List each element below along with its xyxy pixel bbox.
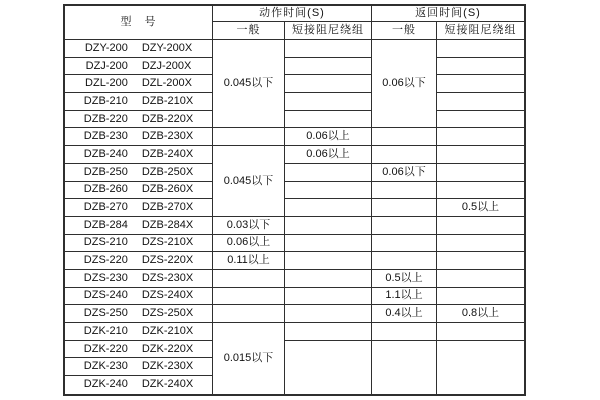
- model-name-left: DZB-220: [83, 112, 128, 125]
- return-general-subheader: 一般: [372, 22, 437, 40]
- action-general-subheader: 一般: [213, 22, 285, 40]
- return-general-cell: [372, 323, 437, 341]
- action-general-cell: 0.11以上: [213, 252, 285, 270]
- action-damping-cell: [285, 40, 372, 58]
- return-general-cell: [372, 217, 437, 235]
- model-cell: [65, 235, 213, 253]
- model-cell: [65, 199, 213, 217]
- action-damping-cell: [285, 305, 372, 323]
- model-name-right: DZB-270X: [141, 201, 194, 214]
- return-general-cell: 0.06以下: [372, 164, 437, 182]
- model-cell: [65, 288, 213, 306]
- model-cell: [65, 358, 213, 376]
- model-name-left: DZB-210: [83, 94, 128, 107]
- model-cell: [65, 376, 213, 394]
- model-cell: [65, 164, 213, 182]
- model-name-left: DZS-210: [83, 236, 128, 249]
- model-name-left: DZK-230: [83, 360, 128, 373]
- action-damping-cell: [285, 341, 372, 394]
- model-name-left: DZS-220: [83, 254, 128, 267]
- model-name-left: DZS-250: [83, 307, 128, 320]
- model-name-right: DZK-240X: [141, 378, 194, 391]
- model-header-cell: 型 号: [65, 6, 213, 40]
- return-damping-subheader: 短接阻尼绕组: [437, 22, 524, 40]
- action-general-cell: [213, 128, 285, 146]
- action-damping-cell: 0.06以上: [285, 146, 372, 164]
- action-general-cell: 0.06以上: [213, 235, 285, 253]
- return-general-cell: [372, 252, 437, 270]
- return-general-cell: 0.5以上: [372, 270, 437, 288]
- return-damping-cell: [437, 128, 524, 146]
- model-name-right: DZS-240X: [141, 289, 194, 302]
- return-general-cell: [372, 199, 437, 217]
- model-name-right: DZL-200X: [141, 77, 192, 90]
- model-name-right: DZK-220X: [141, 342, 194, 355]
- model-name-left: DZB-230: [83, 130, 128, 143]
- action-damping-cell: [285, 270, 372, 288]
- action-general-cell: 0.03以下: [213, 217, 285, 235]
- model-cell: [65, 217, 213, 235]
- action-general-cell: 0.045以下: [213, 146, 285, 217]
- model-name-left: DZS-230: [83, 271, 128, 284]
- model-cell: [65, 128, 213, 146]
- model-cell: [65, 146, 213, 164]
- model-name-right: DZS-220X: [141, 254, 194, 267]
- action-general-cell: 0.045以下: [213, 40, 285, 128]
- return-damping-cell: [437, 235, 524, 253]
- action-damping-cell: [285, 217, 372, 235]
- model-cell: [65, 252, 213, 270]
- return-damping-cell: [437, 182, 524, 200]
- action-general-cell: [213, 288, 285, 306]
- action-damping-cell: [285, 75, 372, 93]
- action-damping-cell: [285, 182, 372, 200]
- return-general-cell: 0.06以下: [372, 40, 437, 128]
- action-damping-subheader: 短接阻尼绕组: [285, 22, 372, 40]
- model-name-right: DZY-200X: [141, 41, 193, 54]
- return-damping-cell: [437, 146, 524, 164]
- model-name-left: DZB-270: [83, 201, 128, 214]
- model-name-right: DZB-260X: [141, 183, 194, 196]
- return-damping-cell: [437, 58, 524, 76]
- model-name-right: DZS-230X: [141, 271, 194, 284]
- action-damping-cell: [285, 58, 372, 76]
- model-name-left: DZK-240: [83, 378, 128, 391]
- action-general-cell: [213, 305, 285, 323]
- action-damping-cell: [285, 235, 372, 253]
- model-name-right: DZK-230X: [141, 360, 194, 373]
- model-cell: [65, 305, 213, 323]
- return-damping-cell: [437, 93, 524, 111]
- spec-table: [63, 4, 526, 396]
- action-damping-cell: [285, 252, 372, 270]
- return-damping-cell: [437, 217, 524, 235]
- model-name-right: DZB-240X: [141, 147, 194, 160]
- action-general-cell: [213, 270, 285, 288]
- model-cell: [65, 40, 213, 58]
- return-damping-cell: [437, 288, 524, 306]
- model-name-left: DZK-210: [83, 324, 128, 337]
- model-name-right: DZB-250X: [141, 165, 194, 178]
- return-general-cell: [372, 341, 437, 394]
- model-name-left: DZJ-200: [85, 59, 128, 72]
- model-name-right: DZB-230X: [141, 130, 194, 143]
- model-name-left: DZS-240: [83, 289, 128, 302]
- model-name-left: DZB-250: [83, 165, 128, 178]
- return-general-cell: 0.4以上: [372, 305, 437, 323]
- return-damping-cell: [437, 75, 524, 93]
- return-damping-cell: [437, 40, 524, 58]
- return-damping-cell: [437, 111, 524, 129]
- action-damping-cell: [285, 164, 372, 182]
- model-name-left: DZL-200: [85, 77, 128, 90]
- return-damping-cell: [437, 341, 524, 394]
- model-cell: [65, 182, 213, 200]
- model-name-left: DZB-240: [83, 147, 128, 160]
- model-name-left: DZB-260: [83, 183, 128, 196]
- return-damping-cell: [437, 270, 524, 288]
- return-damping-cell: [437, 164, 524, 182]
- model-cell: [65, 93, 213, 111]
- action-damping-cell: [285, 199, 372, 217]
- return-time-header: 返回时间(S): [372, 6, 524, 22]
- model-cell: [65, 58, 213, 76]
- action-damping-cell: [285, 111, 372, 129]
- action-general-cell: 0.015以下: [213, 323, 285, 394]
- return-damping-cell: [437, 323, 524, 341]
- model-cell: [65, 341, 213, 359]
- model-cell: [65, 270, 213, 288]
- action-damping-cell: [285, 93, 372, 111]
- model-cell: [65, 111, 213, 129]
- model-name-left: DZY-200: [84, 41, 128, 54]
- model-name-left: DZB-284: [83, 218, 128, 231]
- return-general-cell: 1.1以上: [372, 288, 437, 306]
- return-damping-cell: [437, 252, 524, 270]
- return-general-cell: [372, 128, 437, 146]
- return-damping-cell: 0.5以上: [437, 199, 524, 217]
- action-damping-cell: [285, 323, 372, 341]
- action-damping-cell: [285, 288, 372, 306]
- model-name-right: DZK-210X: [141, 324, 194, 337]
- action-damping-cell: 0.06以上: [285, 128, 372, 146]
- model-name-right: DZJ-200X: [141, 59, 192, 72]
- return-general-cell: [372, 182, 437, 200]
- return-damping-cell: 0.8以上: [437, 305, 524, 323]
- model-name-right: DZB-220X: [141, 112, 194, 125]
- model-cell: [65, 75, 213, 93]
- model-cell: [65, 323, 213, 341]
- model-name-right: DZB-284X: [141, 218, 194, 231]
- action-time-header: 动作时间(S): [213, 6, 372, 22]
- return-general-cell: [372, 235, 437, 253]
- return-general-cell: [372, 146, 437, 164]
- model-name-right: DZB-210X: [141, 94, 194, 107]
- model-name-left: DZK-220: [83, 342, 128, 355]
- model-name-right: DZS-250X: [141, 307, 194, 320]
- model-name-right: DZS-210X: [141, 236, 194, 249]
